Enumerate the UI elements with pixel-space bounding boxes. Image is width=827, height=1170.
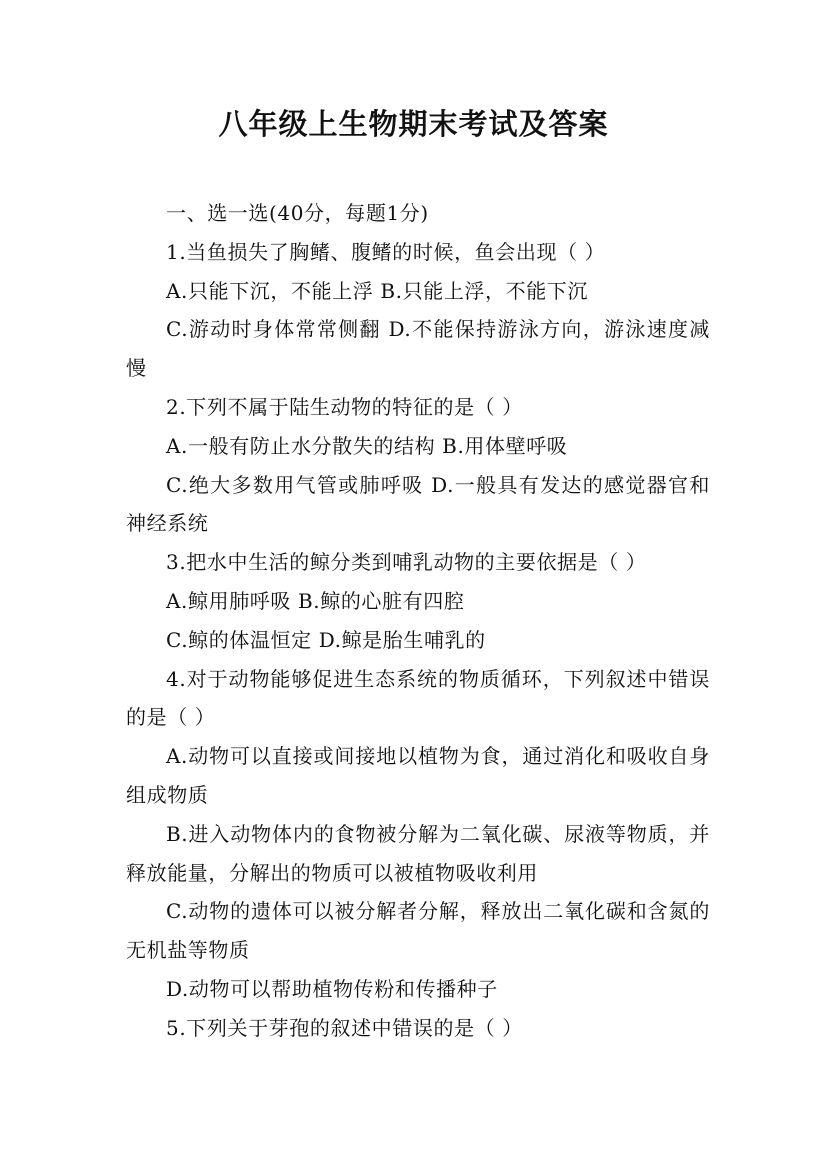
question-option: C.绝大多数用气管或肺呼吸 D.一般具有发达的感觉器官和神经系统 xyxy=(126,472,710,536)
question-option: C.游动时身体常常侧翻 D.不能保持游泳方向，游泳速度减慢 xyxy=(126,317,710,381)
question-option: C.鲸的体温恒定 D.鲸是胎生哺乳的 xyxy=(166,627,486,652)
question-stem: 3.把水中生活的鲸分类到哺乳动物的主要依据是（ ） xyxy=(166,550,647,575)
question-option: A.只能下沉，不能上浮 B.只能上浮，不能下沉 xyxy=(166,278,589,303)
question-option: A.鲸用肺呼吸 B.鲸的心脏有四腔 xyxy=(166,588,465,613)
document-title: 八年级上生物期末考试及答案 xyxy=(218,107,609,141)
question-option: A.一般有防止水分散失的结构 B.用体壁呼吸 xyxy=(166,433,568,458)
document-body xyxy=(126,194,710,1048)
question-option: C.动物的遗体可以被分解者分解，释放出二氧化碳和含氮的无机盐等物质 xyxy=(126,899,710,963)
section-heading: 一、选一选(40分，每题1分) xyxy=(166,201,429,225)
question-option: B.进入动物体内的食物被分解为二氧化碳、尿液等物质，并释放能量，分解出的物质可以被植物吸收利用 xyxy=(126,821,710,885)
question-stem: 1.当鱼损失了胸鳍、腹鳍的时候，鱼会出现（ ） xyxy=(166,239,606,264)
question-stem: 4.对于动物能够促进生态系统的物质循环，下列叙述中错误的是（ ） xyxy=(126,666,710,730)
question-option: D.动物可以帮助植物传粉和传播种子 xyxy=(166,976,498,1001)
question-stem: 2.下列不属于陆生动物的特征的是（ ） xyxy=(166,394,523,419)
question-stem: 5.下列关于芽孢的叙述中错误的是（ ） xyxy=(166,1015,523,1040)
question-option: A.动物可以直接或间接地以植物为食，通过消化和吸收自身组成物质 xyxy=(126,744,710,807)
